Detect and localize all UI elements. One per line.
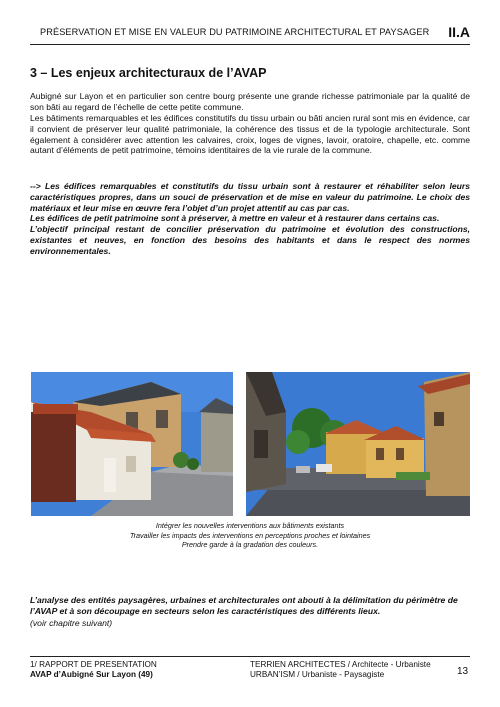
- caption-line-1: Intégrer les nouvelles interventions aux bâtiments existants: [155, 521, 345, 530]
- page-number: 13: [457, 666, 469, 677]
- photo-village-street: [31, 372, 233, 516]
- photo-village-street-image: [31, 372, 233, 516]
- analysis-note: (voir chapitre suivant): [30, 618, 113, 628]
- emphasis-small-heritage: Les édifices de petit patrimoine sont à préserver, à mettre en valeur et à restaurer dans certains cas.: [30, 213, 440, 223]
- photo-village-square: [246, 372, 470, 516]
- footer-credits: [250, 660, 431, 680]
- section-heading: 3 – Les enjeux architecturaux de l’AVAP: [30, 66, 267, 80]
- footer-urbanism: URBAN’ISM / Urbaniste - Paysagiste: [250, 669, 385, 679]
- photo-caption: [30, 521, 470, 550]
- page-header: [30, 24, 470, 45]
- photo-village-square-image: [246, 372, 470, 516]
- analysis-paragraph: L’analyse des entités paysagères, urbaines et architecturales ont abouti à la délimitation du périmètre de l’AVAP et à son découpage en secteurs selon les caractéristiques des différents lieux.: [30, 595, 458, 616]
- section-number: II.A: [448, 24, 470, 40]
- caption-line-3: Prendre garde à la gradation des couleurs.: [181, 540, 319, 550]
- footer-architects: TERRIEN ARCHITECTES / Architecte - Urbaniste: [250, 660, 431, 669]
- emphasis-restoration: --> Les édifices remarquables et constitutifs du tissu urbain sont à restaurer et réhabiliter selon leurs caractéristiques propres, dans un souci de préservation et de mise en valeur du patrimoine. Le choix des matériaux et leur mise en œuvre fera l’objet d’un projet attentif au cas par cas.: [30, 181, 470, 213]
- footer-divider: [30, 656, 470, 657]
- emphasis-objective: L’objectif principal restant de concilier préservation du patrimoine et évolution des constructions, existantes et neuves, en fonction des besoins des habitants et dans le respect des normes environnementales.: [30, 224, 470, 256]
- footer-report-info: [30, 660, 157, 680]
- caption-line-2: Travailler les impacts des interventions en perceptions proches et lointaines: [129, 530, 371, 540]
- intro-paragraph: Aubigné sur Layon et en particulier son centre bourg présente une grande richesse patrimoniale par la qualité de son bâti au regard de l’échelle de cette petite commune.: [30, 91, 470, 112]
- footer-project: AVAP d’Aubigné Sur Layon (49): [30, 669, 153, 679]
- footer-report: 1/ RAPPORT DE PRESENTATION: [30, 660, 157, 669]
- buildings-paragraph: Les bâtiments remarquables et les édifices constitutifs du tissu urbain ou bâti ancien rural sont mis en évidence, car il convient de préserver leur qualité patrimoniale, la cohérence des tissus et de la typologie architecturale. Sont également à considérer avec attention les calvaires, croix, loges de vignes, lavoir, oratoire, chapelle, etc. comme autant d’éléments de petit patrimoine, témoins identitaires de la vie rurale de la commune.: [30, 113, 470, 156]
- header-title: PRÉSERVATION ET MISE EN VALEUR DU PATRIMOINE ARCHITECTURAL ET PAYSAGER: [40, 27, 430, 37]
